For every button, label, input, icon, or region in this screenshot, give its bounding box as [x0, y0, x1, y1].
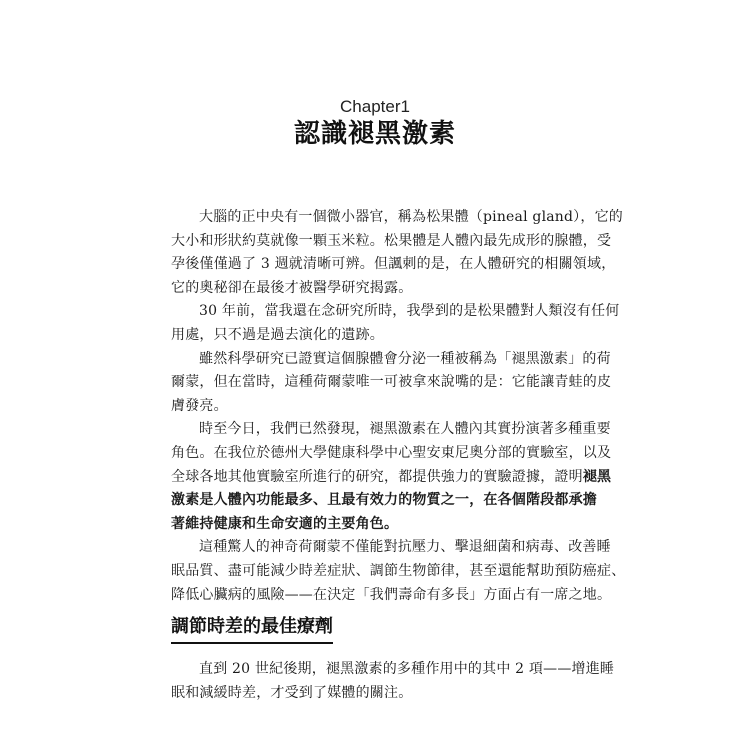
text-line: 眠和減緩時差，才受到了媒體的關注。 [171, 684, 413, 701]
text-line: 大小和形狀約莫就像一顆玉米粒。松果體是人體內最先成形的腺體，受 [171, 232, 612, 249]
text-segment: 全球各地其他實驗室所進行的研究，都提供強力的實驗證據，證明 [171, 468, 583, 485]
paragraph-2 [171, 300, 620, 347]
body-text [171, 206, 626, 607]
bold-text: 褪黑 [582, 468, 612, 485]
text-line: 大腦的正中央有一個微小器官，稱為松果體（pineal gland），它的 [199, 209, 623, 225]
paragraph-5 [171, 536, 626, 607]
text-line [171, 466, 612, 490]
text-line: 這種驚人的神奇荷爾蒙不僅能對抗壓力、擊退細菌和病毒、改善睡 [199, 539, 611, 556]
chapter-label: Chapter1 [340, 97, 410, 116]
section-heading: 調節時差的最佳療劑 [171, 614, 333, 644]
text-line: 時至今日，我們已然發現，褪黑激素在人體內其實扮演著多種重要 [199, 421, 611, 438]
text-line: 直到 20 世紀後期，褪黑激素的多種作用中的其中 2 項——增進睡 [199, 661, 615, 677]
text-line: 用處，只不過是過去演化的遺跡。 [171, 326, 384, 343]
paragraph-1 [171, 206, 623, 300]
text-line: 降低心臟病的風險——在決定「我們壽命有多長」方面占有一席之地。 [171, 586, 612, 603]
bold-text-line: 激素是人體內功能最多、且最有效力的物質之一，在各個階段都承擔 [171, 492, 597, 509]
text-line: 眠品質、盡可能減少時差症狀、調節生物節律，甚至還能幫助預防癌症、 [171, 562, 626, 579]
text-line: 雖然科學研究已證實這個腺體會分泌一種被稱為「褪黑激素」的荷 [199, 350, 611, 367]
paragraph-4 [171, 418, 612, 536]
section-paragraph [171, 658, 615, 705]
section-body [171, 658, 615, 705]
paragraph-3 [171, 348, 612, 419]
text-line: 爾蒙，但在當時，這種荷爾蒙唯一可被拿來說嘴的是：它能讓青蛙的皮 [171, 374, 612, 391]
text-line: 30 年前，當我還在念研究所時，我學到的是松果體對人類沒有任何 [199, 303, 620, 320]
chapter-title: 認識褪黑激素 [293, 119, 456, 149]
text-line: 它的奧秘卻在最後才被醫學研究揭露。 [171, 279, 413, 296]
text-line: 孕後僅僅過了 3 週就清晰可辨。但諷刺的是，在人體研究的相關領域， [171, 256, 616, 273]
text-line: 角色。在我位於德州大學健康科學中心聖安東尼奧分部的實驗室，以及 [171, 444, 612, 461]
text-line: 膚發亮。 [171, 397, 228, 414]
bold-text-line: 著維持健康和生命安適的主要角色。 [171, 515, 399, 532]
